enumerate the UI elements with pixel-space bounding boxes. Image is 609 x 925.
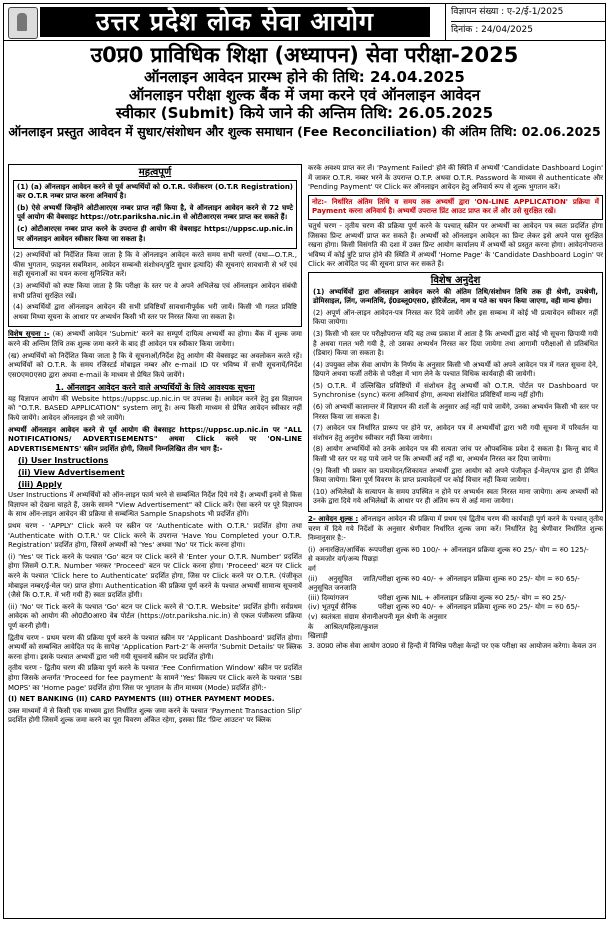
special-instructions-box: [308, 272, 603, 512]
advertisement-page: [3, 3, 606, 919]
special-1: (1) अभ्यर्थियों द्वारा ऑनलाइन आवेदन करने की अंतिम तिथि/संशोधन तिथि तक ही श्रेणी, उपश्रेणी, डोमिसाइल, लिंग, जन्मतिथि, ई0डब्लू0एस0, होरिजेंटल, नाम व पते का चयन किया जाएगा, वही मान्य होगा।: [313, 287, 598, 306]
important-4: (4) अभ्यर्थियों द्वारा ऑनलाइन आवेदन की सभी प्रविष्टियाँ सावधानीपूर्वक भरी जायें। किसी भी गलत प्रविष्टि अथवा मिथ्या सूचना के आधार पर अभ्यर्थन किसी भी स्तर पर निरस्त किया जा सकता है।: [13, 303, 297, 321]
special-7: (7) आवेदन पत्र निर्धारित प्रारूप पर होने पर, आवेदन पत्र में अभ्यर्थीयों द्वारा भरी गयी सूचना में परिवर्तन या संशोधन हेतु अनुरोध स्वीकार नहीं किया जायेगा।: [313, 424, 598, 442]
special-4: (4) उपयुक्त लोक सेवा आयोग के निर्णय के अनुसार किसी भी अभ्यर्थी को अपने आवेदन पत्र में गलत सूचना देने, छिपाने अथवा फर्जी तरीके से परीक्षा में भाग लेने के पश्चात विधिक कार्यवाही की जायेगी।: [313, 360, 598, 379]
title-block: [4, 42, 605, 140]
correction-deadline-line: ऑनलाइन प्रस्तुत आवेदन में सुधार/संशोधन और शुल्क समाधान (Fee Reconciliation) की अंतिम तिथि: 02.06.2025: [8, 124, 601, 139]
important-2: (2) अभ्यर्थियों को निर्देशित किया जाता है कि वे ऑनलाइन आवेदन करते समय सभी चरणों (यथा—O.T.R., फीस भुगतान, फ़ाइनल सबमिशन, आवेदन सम्बन्धी संशोधन/त्रुटि सुधार इत्यादि) की सूचनाएं सावधानी से भरें एवं सही सूचनाओं का चयन करना सुनिश्चित करें।: [13, 251, 297, 279]
fee-category: (ii) अनुसूचित जाति/अनुसूचित जनजाति: [308, 574, 378, 593]
fee-row: [308, 613, 603, 642]
fee-amount: अपनी मूल श्रेणी के अनुसार: [378, 612, 447, 621]
list-view-advertisement: (ii) View Advertisement: [18, 468, 125, 478]
special-8: (8) आयोग अभ्यर्थियों को उनके आवेदन पत्र की सत्यता जांच पर औपबन्धिक प्रवेश दे सकता है। किन्तु बाद में किसी भी स्तर पर यह पाये जाने पर कि अभ्यर्थी अर्ह नहीं था, अभ्यर्थन निरस्त कर दिया जायेगा।: [313, 445, 598, 464]
fee-category: (iv) भूतपूर्व सैनिक: [308, 603, 357, 612]
payment-continue: करके अवश्य प्राप्त कर लें। 'Payment Failed' होने की स्थिति में अभ्यर्थी 'Candidate Dashboard Login' में जाकर O.T.R. नम्बर भरने के उपरान्त O.T.P. अथवा O.T.R. Password के माध्यम से authenticate और 'Pending Payment' पर Click कर ऑनलाइन आवेदन हेतु अनिवार्य रूप से शुल्क भुगतान करें।: [308, 164, 603, 192]
fee-amount: परीक्षा शुल्क रु0 40/- + ऑनलाइन प्रक्रिया शुल्क रु0 25/- योग = रु0 65/-: [378, 603, 580, 612]
org-name: उत्तर प्रदेश लोक सेवा आयोग: [40, 7, 430, 37]
fee-amount: परीक्षा शुल्क रु0 100/- + ऑनलाइन प्रक्रिया शुल्क रु0 25/- योग = रु0 125/-: [378, 545, 589, 554]
section3-start: 3. उ0प्र0 लोक सेवा आयोग उ0प्र0 से हिन्दी में विभिन्न परीक्षा केन्द्रों पर एक परीक्षा का आयोजन करेगा। केवल उन: [308, 641, 597, 650]
fee-category: (i) अनारक्षित/आर्थिक रूप से कमजोर वर्ग/अन्य पिछड़ा वर्ग: [308, 545, 378, 573]
list-apply: (iii) Apply: [18, 479, 62, 489]
fee-row: [308, 575, 603, 594]
important-3: (3) अभ्यर्थियों को स्पष्ट किया जाता है कि परीक्षा के स्तर पर वे अपने अभिलेख एवं ऑनलाइन आवेदन संबंधी सभी प्रतियां सुरक्षित रखें।: [13, 281, 297, 300]
fee-row: [308, 594, 603, 604]
third-step-p2: उक्त माध्यमों में से किसी एक माध्यम द्वारा निर्धारित शुल्क जमा करने के पश्चात 'Payment Transaction Slip' प्रदर्शित होगी जिसमें शुल्क जमा करने का पूरा विवरण अंकित रहेगा, इसका प्रिंट 'प्रिन्ट आउटन' पर क्लिक: [8, 706, 302, 725]
section1-p4: प्रथम चरण - 'APPLY' Click करने पर स्क्रीन पर 'Authenticate with O.T.R.' प्रदर्शित होगा तथा 'Authenticate with O.T.R.' पर Click करने के उपरान्त 'Have You Completed your O.T.R. Registration' प्रदर्शित होगा, जिसमें अभ्यर्थी को 'Yes' अथवा 'No' पर Tick करना होगा।: [8, 522, 302, 550]
special-6: (6) जो अभ्यर्थी कालान्तर में विज्ञापन की शर्तों के अनुसार अर्ह नहीं पाये जायेंगे, उनका अभ्यर्थन किसी भी स्तर पर निरस्त किया जा सकता है।: [313, 403, 598, 421]
notice-a: (क) अभ्यर्थी आवेदन 'Submit' करने का सम्पूर्ण दायित्व अभ्यर्थी का होगा। बैंक में शुल्क जमा करने की अन्तिम तिथि तक शुल्क जमा करने के बाद ही आवेदन पत्र स्वीकार किया जायेगा।: [8, 330, 302, 348]
advt-date: दिनांक : 24/04/2025: [451, 25, 533, 35]
advt-number: विज्ञापन संख्या : ए-2/ई-1/2025: [451, 4, 605, 22]
section1-p6: (ii) 'No' पर Tick करने के पश्चात 'Go' बटन पर Click करने से 'O.T.R. Website' प्रदर्शित होगी। सर्वप्रथम आवेदक को आयोग की ओ0टी0आर0 वेब पोर्टल (https://otr.pariksha.nic.in) से एकल पंजीकरण प्रक्रिया पूर्ण करनी होगी।: [8, 602, 302, 630]
section1-p3: User Instructions में अभ्यर्थियों को ऑन-लाइन फार्म भरने से सम्बन्धित निर्देश दिये गये हैं। अभ्यर्थी इनमें से किस विज्ञापन को देखना चाहते हैं, उसके सामने "View Advertisement" को Click करें। ऐसा करने पर पूरे विज्ञापन के साथ ऑन-लाइन आवेदन की प्रक्रिया से सम्बन्धित Sample Snapshots भी प्रदर्शित होंगे।: [8, 491, 302, 519]
important-box: [8, 164, 302, 327]
fee-row: [308, 603, 603, 613]
second-step: द्वितीय चरण - प्रथम चरण की प्रक्रिया पूर्ण करने के पश्चात स्क्रीन पर 'Applicant Dashboard' प्रदर्शित होगा। अभ्यर्थी को सम्बन्धित आवेदित पद के सापेक्ष 'Application Part-2' के अन्तर्गत 'Submit Details' पर क्लिक करना होगा। इसके पश्चात अभ्यर्थी द्वारा भरी गयी सूचनायें स्क्रीन पर प्रदर्शित होंगी।: [8, 633, 302, 661]
advt-info: [445, 4, 605, 40]
section1-p5: (i) 'Yes' पर Tick करने के पश्चात 'Go' बटन पर Click करने से 'Enter your O.T.R. Number' प्रदर्शित होगा जिसमें O.T.R. Number भरकर 'Proceed' बटन पर Click करना होगा। 'Proceed' बटन पर Click करने के पश्चात 'Click here to Authenticate' प्रदर्शित होगा, जिस पर Click करने पर O.T.R. (पंजीकृत मोबाइल नम्बर/ई-मेल पर) प्राप्त होगा। Authentication की प्रक्रिया पूर्ण करने के पश्चात अभ्यर्थी सामान्य सूचनायें (जैसे कि O.T.R. में भरी गयी हैं) स्वतः प्रदर्शित होंगी।: [8, 552, 302, 600]
fee-category: (v) स्वतंत्रता संग्राम सेनानी के आश्रित/महिला/कुशल खिलाड़ी: [308, 612, 378, 641]
submit-deadline-line: स्वीकार (Submit) किये जाने की अन्तिम तिथि: 26.05.2025: [115, 104, 494, 122]
important-inner: [13, 180, 297, 250]
note-box: [308, 195, 603, 220]
fee-category: (iii) दिव्यांगजन: [308, 593, 349, 602]
fee-amount: परीक्षा शुल्क रु0 40/- + ऑनलाइन प्रक्रिया शुल्क रु0 25/- योग = रु0 65/-: [378, 574, 580, 583]
special-title: विशेष अनुदेश: [430, 274, 481, 286]
notice-b: (ख) अभ्यर्थियों को निर्देशित किया जाता है कि वे सूचनाओं/निर्देश हेतु आयोग की वेबसाइट का अवलोकन करते रहें। अभ्यर्थियों को O.T.R. के समय रजिस्टर्ड मोबाइल नम्बर और e-mail ID पर भविष्य में सभी सूचनायें/निर्देश एस0एम0एस0 द्वारा अथवा e-mail के माध्यम से प्रेषित किये जायेंगे।: [8, 351, 302, 379]
right-column: [308, 164, 603, 914]
important-a: (1) (a) ऑनलाइन आवेदन करने से पूर्व अभ्यर्थियों को O.T.R. पंजीकरण (O.T.R Registration) कर O.T.R नम्बर प्राप्त करना अनिवार्य है।: [17, 182, 293, 201]
important-title: महत्वपूर्ण: [138, 167, 172, 178]
fee-amount: परीक्षा शुल्क NIL + ऑनलाइन प्रक्रिया शुल्क रु0 25/- योग = रु0 25/-: [378, 593, 567, 602]
exam-title: उ0प्र0 प्राविधिक शिक्षा (अध्यापन) सेवा परीक्षा-2025: [90, 43, 519, 67]
fee-intro: ऑनलाइन आवेदन की प्रक्रिया में प्रथम एवं द्वितीय चरण की कार्यवाही पूर्ण करने के पश्चात् तृतीय चरण में दिये गये निर्देशों के अनुसार श्रेणीवार निर्धारित शुल्क जमा करें। निर्धारित हेतु श्रेणीवार निर्धारित शुल्क निम्नानुसार है:-: [308, 515, 603, 543]
notice-title: विशेष सूचना :-: [8, 330, 50, 339]
left-column: [8, 164, 302, 914]
important-b: (b) ऐसे अभ्यर्थी जिन्होंने ओटीआरएस नम्बर प्राप्त नहीं किया है, वे ऑनलाइन आवेदन करने से 72 घण्टे पूर्व आयोग की वेबसाइट https://otr.pariksha.nic.in से ओटीआरएस नम्बर प्राप्त कर सकते हैं।: [17, 203, 293, 222]
important-c: (c) ओटीआरएस नम्बर प्राप्त करने के उपरान्त ही आयोग की वेबसाइट https://uppsc.up.nic.in पर ऑनलाइन आवेदन स्वीकार किया जा सकता है।: [17, 224, 293, 243]
start-date-line: ऑनलाइन आवेदन प्रारम्भ होने की तिथि: 24.04.2025: [144, 68, 465, 86]
section1-p2: अभ्यर्थी ऑनलाइन आवेदन करने से पूर्व आयोग की वेबसाइट https://uppsc.up.nic.in पर "ALL NOTIFICATIONS/ ADVERTISEMENTS" अथवा Click करने पर 'ON-LINE ADVERTISEMENTS' स्क्रीन प्रदर्शित होगी, जिसमें निम्नलिखित तीन भाग हैं:-: [8, 425, 302, 453]
note-text: नोट:- निर्धारित अंतिम तिथि व समय तक अभ्यर्थी द्वारा 'ON-LINE APPLICATION' प्रक्रिया में Payment करना अनिवार्य है। अभ्यर्थी उपरान्त प्रिंट आउट प्राप्त कर लें और उसे सुरक्षित रखें।: [312, 197, 599, 216]
content-columns: [8, 164, 601, 914]
fee-table: [308, 546, 603, 642]
section1-p1: यह विज्ञापन आयोग की Website https://uppsc.up.nic.in पर उपलब्ध है। आवेदन करने हेतु इस विज्ञापन को "O.T.R. BASED APPLICATION" system लागू है। अन्य किसी माध्यम से प्रेषित आवेदन स्वीकार नहीं किये जायेंगे। आवेदन ऑनलाइन ही भरे जायेंगे।: [8, 394, 302, 423]
special-10: (10) अभिलेखों के सत्यापन के समय उपस्थित न होने पर अभ्यर्थन स्वतः निरस्त माना जायेगा। अन्य अभ्यर्थी को उनके द्वारा दिये गये अभिलेखों के आधार पर ही अंतिम रूप से अर्ह माना जायेगा।: [313, 487, 598, 506]
third-step: तृतीय चरण - द्वितीय चरण की प्रक्रिया पूर्ण करने के पश्चात 'Fee Confirmation Window' स्क्रीन पर प्रदर्शित होगा जिसके अन्तर्गत 'Proceed for fee payment' के सामने 'Yes' विकल्प पर Click करने के पश्चात 'SBI MOPS' का 'Home page' प्रदर्शित होगा जिस पर भुगतान के तीन माध्यम (Mode) प्रदर्शित होंगे:-: [8, 664, 302, 692]
special-3: (3) किसी भी स्तर पर परीक्षोपरान्त यदि यह तथ्य प्रकाश में आता है कि अभ्यर्थी द्वारा कोई भी सूचना छिपायी गयी है अथवा गलत भरी गयी है, तो उसका अभ्यर्थन निरस्त कर दिया जायेगा तथा आगामी परीक्षाओं से प्रतिबंधित (डिबार) किया जा सकता है।: [313, 329, 598, 358]
section1-title: 1. ऑनलाइन आवेदन करने वाले अभ्यर्थियों के लिये आवश्यक सूचना: [55, 383, 255, 393]
fee-deadline-line: ऑनलाइन परीक्षा शुल्क बैंक में जमा करने एवं ऑनलाइन आवेदन: [128, 86, 481, 104]
state-emblem-icon: [8, 7, 38, 39]
fee-title: 2- आवेदन शुल्क :: [308, 515, 359, 523]
list-user-instructions: (i) User Instructions: [18, 456, 109, 466]
special-2: (2) अपूर्ण ऑन-लाइन आवेदन-पत्र निरस्त कर दिये जायेंगे और इस सम्बन्ध में कोई भी प्रत्यावेदन स्वीकार नहीं किया जायेगा।: [313, 308, 598, 327]
header: [4, 4, 605, 41]
special-5: (5) O.T.R. में उल्लिखित प्रविष्टियों में संशोधन हेतु अभ्यर्थी को O.T.R. पोर्टल पर Dashboard पर Synchronise (sync) करना अनिवार्य होगा, अन्यथा संशोधित प्रविष्टियाँ मान्य नहीं होंगी।: [313, 381, 598, 400]
fee-row: [308, 546, 603, 575]
payment-modes: (I) NET BANKING (II) CARD PAYMENTS (III) OTHER PAYMENT MODES.: [8, 695, 275, 704]
fourth-step: चतुर्थ चरण - तृतीय चरण की प्रक्रिया पूर्ण करने के पश्चात् स्क्रीन पर अभ्यर्थी का आवेदन पत्र स्वतः प्रदर्शित होगा जिसका प्रिन्ट अभ्यर्थी प्राप्त कर सकते हैं। अभ्यर्थी को ऑनलाइन आवेदन का प्रिन्ट लेकर इसे अपने पास सुरक्षित रखना होगा। किसी विसंगति की दशा में उक्त प्रिन्ट आयोग कार्यालय में अभ्यर्थी को प्रस्तुत करना होगा। आवेदनोपरान्त भविष्य में कोई त्रुटि प्राप्त होने की स्थिति में अभ्यर्थी 'Home Page' के 'Candidate Dashboard Login' पर Click कर आवेदित पद की सूचना प्राप्त कर सकते हैं।: [308, 221, 603, 269]
special-9: (9) किसी भी प्रकार का प्रत्यावेदन/शिकायत अभ्यर्थी द्वारा आयोग को अपने पंजीकृत ई-मेल/पत्र द्वारा ही प्रेषित किया जायेगा। बिना पूर्ण विवरण के प्राप्त प्रत्यावेदनों पर कोई विचार नहीं किया जायेगा।: [313, 466, 598, 485]
